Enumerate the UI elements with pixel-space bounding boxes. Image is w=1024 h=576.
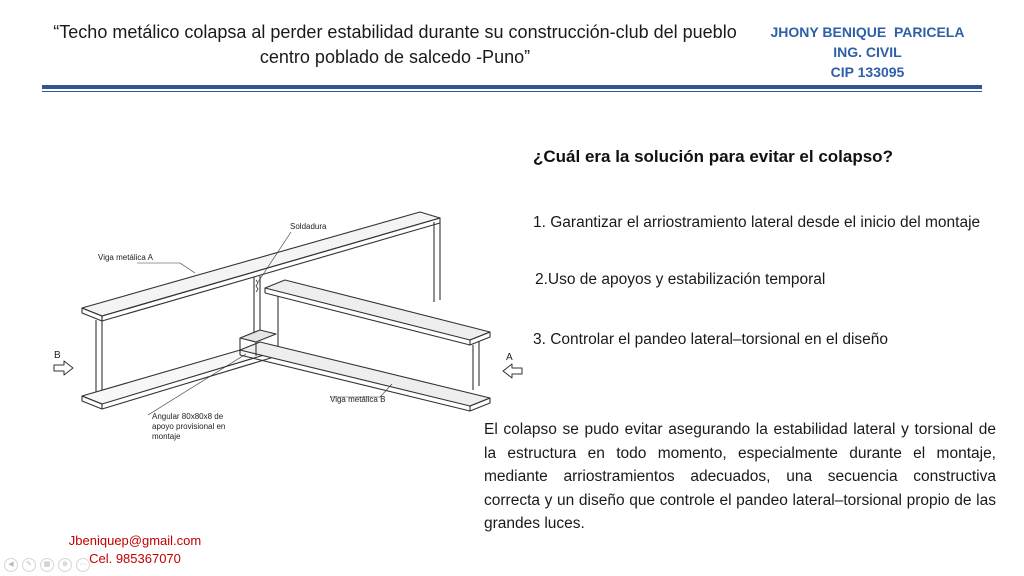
- label-angular-3: montaje: [152, 432, 181, 441]
- pen-icon[interactable]: ✎: [22, 558, 36, 572]
- label-angular-2: apoyo provisional en: [152, 422, 226, 431]
- slide-player-controls: [4, 558, 90, 572]
- label-arrow-a: A: [506, 352, 513, 363]
- label-viga-a: Viga metálica A: [98, 253, 153, 262]
- author-name: JHONY BENIQUE PARICELA: [770, 24, 965, 40]
- label-angular-1: Angular 80x80x8 de: [152, 412, 224, 421]
- conclusion-paragraph: El colapso se pudo evitar asegurando la estabilidad lateral y torsional de la estructura en todo momento, especialmente durante el montaje, mediante arriostramientos adecuados, una secuencia constructiva correcta y un diseño que controle el pandeo lateral–torsional propio de las grandes luces.: [484, 421, 996, 532]
- zoom-icon[interactable]: ⊕: [58, 558, 72, 572]
- header-divider-thin: [42, 91, 982, 92]
- label-soldadura: Soldadura: [290, 222, 327, 231]
- author-cip: CIP 133095: [830, 64, 905, 80]
- beam-b-top-flange: [265, 280, 490, 345]
- beam-connection-drawing: [40, 200, 513, 470]
- author-role: ING. CIVIL: [833, 44, 902, 60]
- contact-email: Jbeniquep@gmail.com: [68, 533, 202, 548]
- section-arrow-b: [54, 361, 73, 375]
- slide-title: “Techo metálico colapsa al perder estabilidad durante su construcción-club del pueblo centro poblado de salcedo -Puno”: [53, 22, 737, 67]
- section-arrow-a: [503, 364, 522, 378]
- author-block: [760, 22, 975, 82]
- solution-item-3: 3. Controlar el pandeo lateral–torsional en el diseño: [533, 331, 889, 348]
- question-heading: ¿Cuál era la solución para evitar el colapso?: [533, 147, 893, 166]
- solution-item-2: 2.Uso de apoyos y estabilización temporal: [535, 271, 826, 288]
- beam-a-bottom-flange: [82, 346, 274, 409]
- beam-a-top-flange: [82, 212, 440, 321]
- back-icon[interactable]: ◀: [4, 558, 18, 572]
- weld-marks: [256, 280, 258, 292]
- label-arrow-b: B: [54, 350, 61, 361]
- more-icon[interactable]: ⋯: [76, 558, 90, 572]
- label-viga-b: Viga metálica B: [330, 395, 386, 404]
- header-divider: [42, 85, 982, 89]
- solution-item-1: 1. Garantizar el arriostramiento lateral desde el inicio del montaje: [533, 214, 981, 231]
- grid-icon[interactable]: ▦: [40, 558, 54, 572]
- contact-phone: Cel. 985367070: [89, 551, 181, 566]
